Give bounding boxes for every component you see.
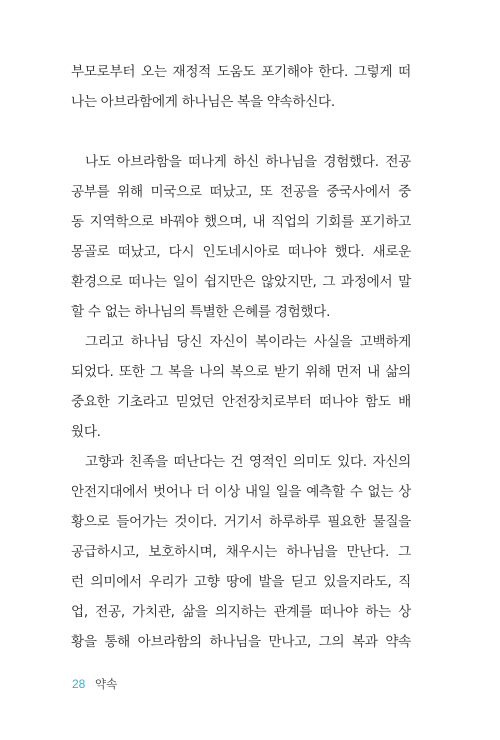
text-line: 웠다.	[71, 424, 101, 440]
text-line: 나는 아브라함에게 하나님은 복을 약속하신다.	[71, 94, 335, 110]
text-line: 할 수 없는 하나님의 특별한 은혜를 경험했다.	[71, 304, 331, 320]
text-line: 그리고 하나님 당신 자신이 복이라는 사실을 고백하게	[85, 334, 411, 350]
page-number: 28	[72, 677, 86, 691]
text-line: 업, 전공, 가치관, 삶을 의지하는 관계를 떠나야 하는 상	[71, 604, 411, 620]
text-line: 안전지대에서 벗어나 더 이상 내일 일을 예측할 수 없는 상	[71, 484, 411, 500]
paragraph-group	[71, 147, 411, 657]
text-line: 환경으로 떠나는 일이 쉽지만은 않았지만, 그 과정에서 말	[71, 274, 411, 290]
text-line: 중요한 기초라고 믿었던 안전장치로부터 떠나야 함도 배	[71, 394, 411, 410]
paragraph-continued	[71, 57, 411, 117]
text-line: 런 의미에서 우리가 고향 땅에 발을 딛고 있을지라도, 직	[71, 574, 411, 590]
text-line: 동 지역학으로 바꿔야 했으며, 내 직업의 기회를 포기하고	[71, 214, 411, 230]
text-line: 공급하시고, 보호하시며, 채우시는 하나님을 만난다. 그	[71, 544, 411, 560]
page-footer	[72, 676, 117, 692]
text-line: 부모로부터 오는 재정적 도움도 포기해야 한다. 그렇게 떠	[71, 64, 411, 80]
text-line: 공부를 위해 미국으로 떠났고, 또 전공을 중국사에서 중	[71, 184, 411, 200]
text-line: 황으로 들어가는 것이다. 거기서 하루하루 필요한 물질을	[71, 514, 411, 530]
text-line: 고향과 친족을 떠난다는 건 영적인 의미도 있다. 자신의	[85, 454, 411, 470]
text-line: 몽골로 떠났고, 다시 인도네시아로 떠나야 했다. 새로운	[71, 244, 411, 260]
text-line: 되었다. 또한 그 복을 나의 복으로 받기 위해 먼저 내 삶의	[71, 364, 411, 380]
chapter-title: 약속	[95, 677, 118, 691]
text-line: 황을 통해 아브라함의 하나님을 만나고, 그의 복과 약속	[71, 634, 411, 650]
text-line: 나도 아브라함을 떠나게 하신 하나님을 경험했다. 전공	[85, 154, 411, 170]
